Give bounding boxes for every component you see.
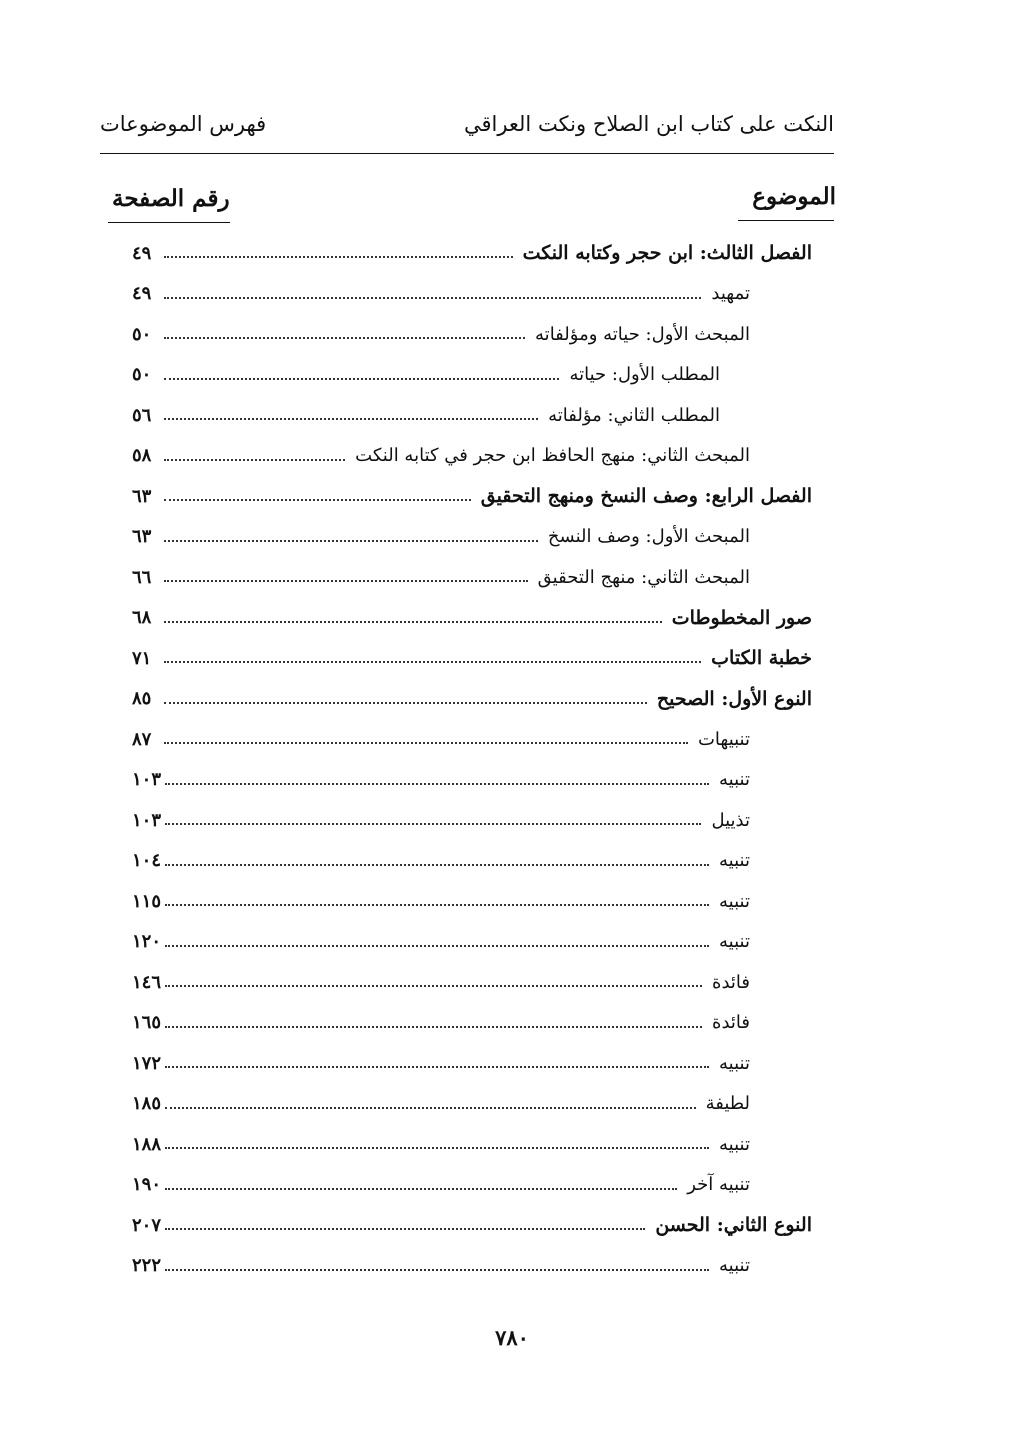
dot-leader (164, 621, 662, 623)
toc-entry-title: النوع الأول: الصحيح (651, 688, 812, 710)
toc-entry-title: المبحث الثاني: منهج الحافظ ابن حجر في كتابه النكت (349, 445, 750, 466)
dot-leader (164, 459, 345, 461)
toc-entry-page: ١٨٨ (132, 1133, 162, 1155)
toc-entry (132, 1205, 812, 1246)
toc-entry-page: ١٦٥ (132, 1012, 162, 1034)
dot-leader (165, 864, 709, 866)
toc-entry-title: تنبيه (713, 769, 750, 790)
toc-entry-title: المطلب الثاني: مؤلفاته (542, 405, 720, 426)
dot-leader (164, 337, 525, 339)
toc-entry-title: الفصل الثالث: ابن حجر وكتابه النكت (517, 242, 812, 264)
subject-column-heading: الموضوع (752, 183, 836, 210)
dot-leader (165, 1107, 696, 1109)
toc-entry-title: تمهيد (705, 283, 750, 304)
toc-entry (132, 1124, 812, 1165)
toc-entry-title: تنبيه (713, 891, 750, 912)
dot-leader (164, 499, 471, 501)
toc-entry (132, 1165, 812, 1206)
toc-entry (132, 962, 812, 1003)
toc-entry-title: المطلب الأول: حياته (563, 364, 720, 385)
dot-leader (164, 418, 538, 420)
toc-entry-title: صور المخطوطات (666, 607, 812, 629)
toc-entry-page: ٢٠٧ (132, 1214, 162, 1236)
toc-entry-page: ٥٦ (132, 404, 152, 426)
toc-entry-page: ٤٩ (132, 283, 152, 305)
table-of-contents (132, 233, 812, 1286)
toc-entry-page: ٢٢٢ (132, 1255, 162, 1277)
toc-entry (132, 476, 812, 517)
toc-entry-page: ١١٥ (132, 890, 162, 912)
dot-leader (164, 297, 701, 299)
toc-entry (132, 638, 812, 679)
toc-entry (132, 1084, 812, 1125)
toc-entry-title: تنبيه (713, 850, 750, 871)
toc-entry-page: ٤٩ (132, 242, 152, 264)
toc-entry (132, 1003, 812, 1044)
toc-entry-page: ٨٧ (132, 728, 152, 750)
toc-entry-page: ٥٨ (132, 445, 152, 467)
toc-entry-page: ٦٨ (132, 607, 152, 629)
toc-entry-page: ١٠٣ (132, 769, 162, 791)
toc-entry-page: ٥٠ (132, 364, 152, 386)
toc-entry (132, 274, 812, 315)
toc-entry (132, 314, 812, 355)
toc-entry (132, 679, 812, 720)
header-divider (100, 153, 834, 154)
dot-leader (164, 378, 559, 380)
dot-leader (164, 702, 647, 704)
toc-entry-title: الفصل الرابع: وصف النسخ ومنهج التحقيق (475, 485, 812, 507)
section-title: فهرس الموضوعات (100, 112, 267, 136)
toc-entry-title: تنبيه (713, 931, 750, 952)
dot-leader (164, 256, 513, 258)
dot-leader (164, 580, 528, 582)
dot-leader (164, 540, 538, 542)
dot-leader (164, 661, 701, 663)
dot-leader (165, 1066, 709, 1068)
toc-entry (132, 517, 812, 558)
toc-entry (132, 1043, 812, 1084)
dot-leader (165, 1228, 645, 1230)
dot-leader (165, 1026, 702, 1028)
toc-entry (132, 881, 812, 922)
toc-entry-page: ٨٥ (132, 688, 152, 710)
toc-entry-title: تنبيه (713, 1053, 750, 1074)
dot-leader (165, 904, 709, 906)
toc-entry-page: ١٩٠ (132, 1174, 162, 1196)
toc-entry-title: فائدة (706, 972, 750, 993)
toc-entry-title: تنبيه آخر (681, 1174, 750, 1195)
toc-entry-page: ١٧٢ (132, 1052, 162, 1074)
toc-entry-title: تذييل (705, 810, 750, 831)
toc-entry-title: فائدة (706, 1012, 750, 1033)
toc-entry-page: ٦٣ (132, 485, 152, 507)
running-header (100, 112, 834, 152)
toc-entry (132, 557, 812, 598)
toc-entry-page: ١٢٠ (132, 931, 162, 953)
toc-entry-title: تنبيه (713, 1255, 750, 1276)
toc-entry (132, 760, 812, 801)
dot-leader (165, 1269, 709, 1271)
subject-heading-underline (738, 220, 834, 221)
page-heading-underline (108, 222, 230, 223)
page-column-heading: رقم الصفحة (112, 185, 230, 212)
toc-entry-page: ٦٦ (132, 566, 152, 588)
toc-entry-page: ٦٣ (132, 526, 152, 548)
dot-leader (164, 742, 688, 744)
toc-entry-page: ١٨٥ (132, 1093, 162, 1115)
toc-entry-page: ١٠٣ (132, 809, 162, 831)
dot-leader (165, 1147, 709, 1149)
dot-leader (165, 945, 709, 947)
toc-entry-title: تنبيه (713, 1134, 750, 1155)
toc-entry-title: النوع الثاني: الحسن (649, 1214, 812, 1236)
toc-entry (132, 841, 812, 882)
toc-entry-title: خطبة الكتاب (705, 647, 812, 669)
toc-entry-title: المبحث الأول: وصف النسخ (542, 526, 750, 547)
toc-entry (132, 233, 812, 274)
toc-entry-title: المبحث الأول: حياته ومؤلفاته (529, 324, 750, 345)
toc-entry-title: المبحث الثاني: منهج التحقيق (532, 567, 750, 588)
book-title: النكت على كتاب ابن الصلاح ونكت العراقي (463, 112, 834, 136)
dot-leader (165, 1188, 677, 1190)
dot-leader (165, 985, 702, 987)
toc-entry (132, 355, 812, 396)
toc-entry (132, 800, 812, 841)
page-number: ٧٨٠ (495, 1325, 529, 1350)
toc-entry-page: ٧١ (132, 647, 152, 669)
toc-entry (132, 719, 812, 760)
toc-entry (132, 436, 812, 477)
dot-leader (165, 823, 701, 825)
toc-entry-page: ٥٠ (132, 323, 152, 345)
toc-entry (132, 598, 812, 639)
toc-entry (132, 922, 812, 963)
toc-entry-title: تنبيهات (692, 729, 750, 750)
dot-leader (165, 783, 709, 785)
toc-entry (132, 1246, 812, 1287)
toc-entry-page: ١٠٤ (132, 850, 162, 872)
toc-entry-title: لطيفة (700, 1093, 750, 1114)
toc-entry (132, 395, 812, 436)
toc-entry-page: ١٤٦ (132, 971, 162, 993)
